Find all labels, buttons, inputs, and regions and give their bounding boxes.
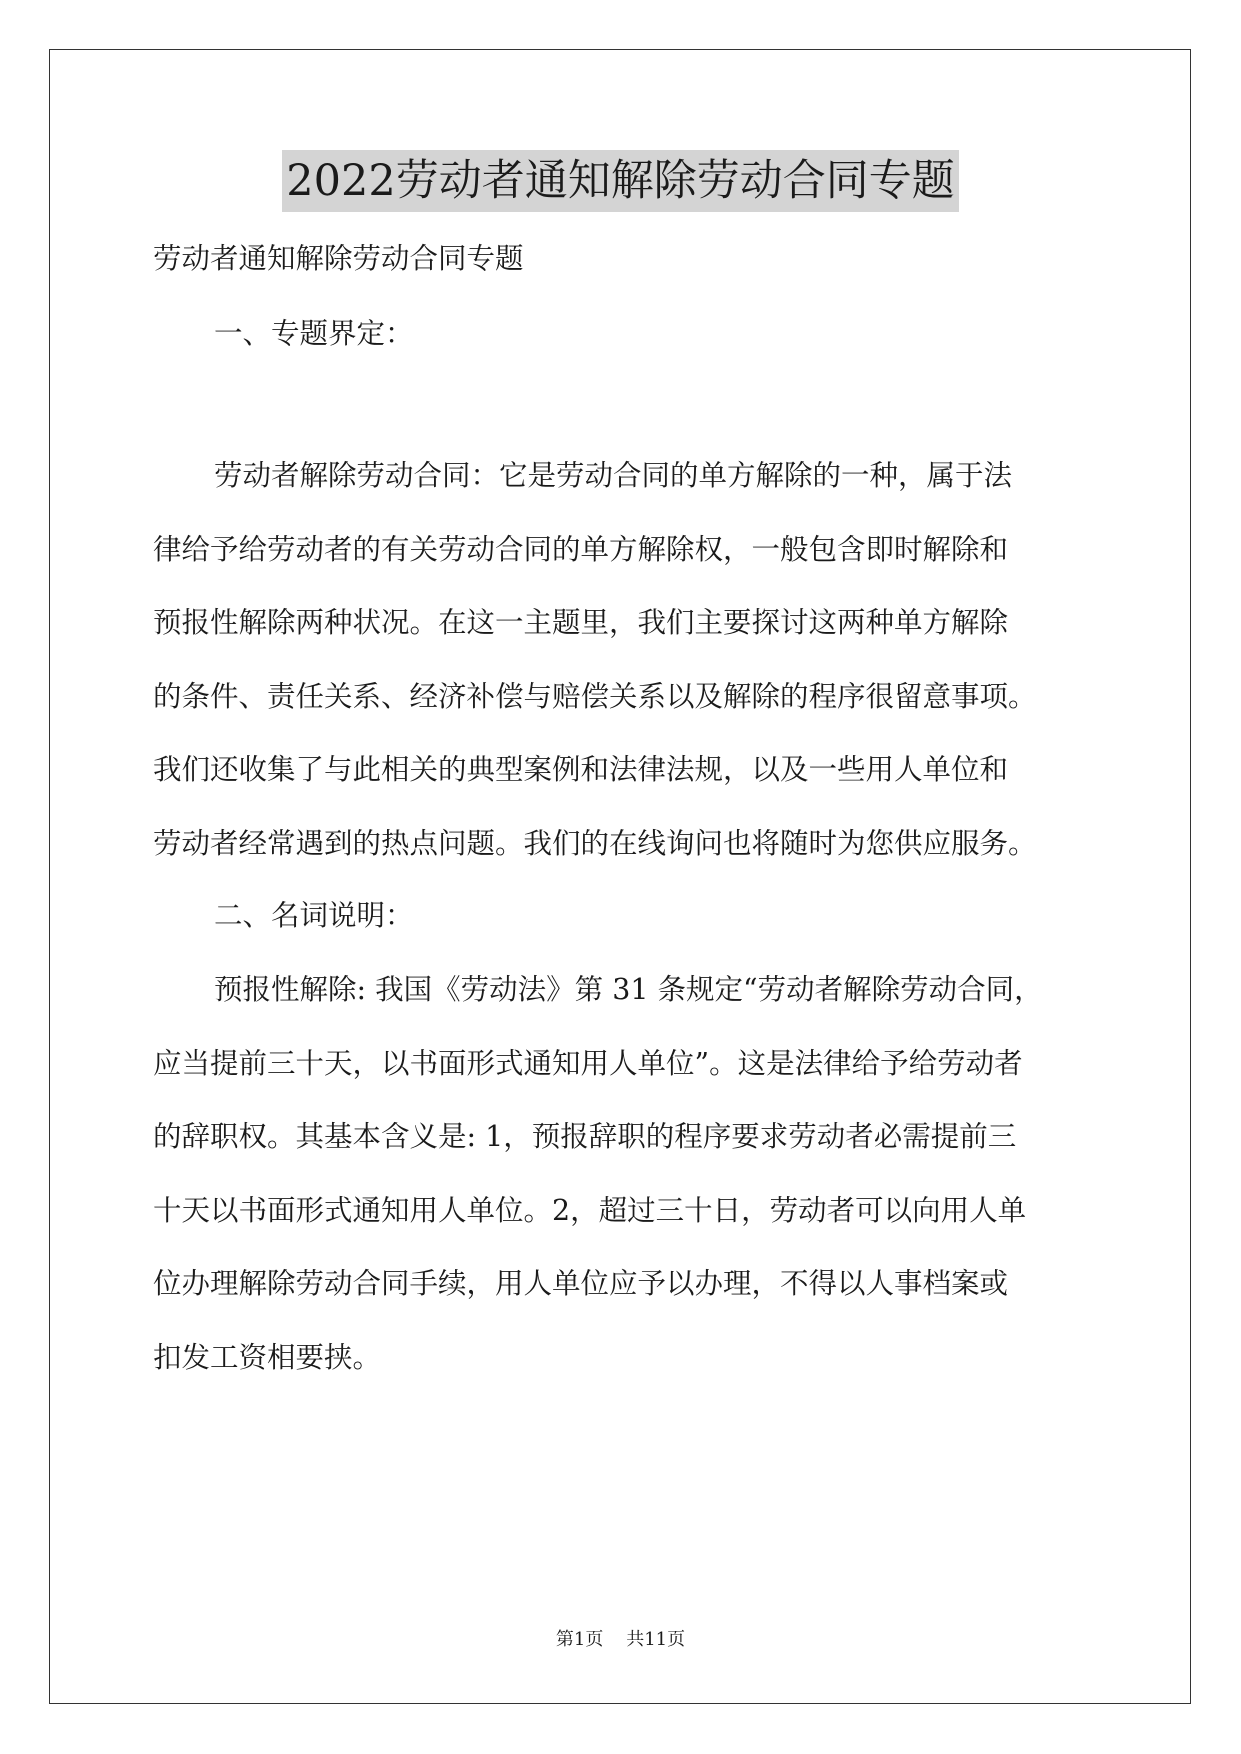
paragraph-line: 的条件、责任关系、经济补偿与赔偿关系以及解除的程序很留意事项。 bbox=[153, 680, 1037, 713]
paragraph-line: 劳动者解除劳动合同：它是劳动合同的单方解除的一种，属于法 bbox=[214, 459, 1013, 492]
paragraph-line: 律给予给劳动者的有关劳动合同的单方解除权，一般包含即时解除和 bbox=[153, 533, 1009, 566]
section-heading-2: 二、名词说明： bbox=[214, 899, 414, 932]
paragraph-line: 劳动者经常遇到的热点问题。我们的在线询问也将随时为您供应服务。 bbox=[153, 827, 1037, 860]
section-heading-1: 一、专题界定： bbox=[214, 317, 414, 350]
paragraph-line: 预报性解除: 我国《劳动法》第 31 条规定“劳动者解除劳动合同， bbox=[214, 973, 1043, 1006]
paragraph-line: 扣发工资相要挟。 bbox=[153, 1341, 382, 1374]
page-border bbox=[49, 49, 1191, 1704]
paragraph-line: 我们还收集了与此相关的典型案例和法律法规，以及一些用人单位和 bbox=[153, 753, 1009, 786]
paragraph-line: 的辞职权。其基本含义是: 1，预报辞职的程序要求劳动者必需提前三 bbox=[153, 1120, 1017, 1153]
title-container bbox=[0, 150, 1241, 212]
page-footer bbox=[0, 1627, 1241, 1653]
paragraph-line: 位办理解除劳动合同手续，用人单位应予以办理，不得以人事档案或 bbox=[153, 1267, 1009, 1300]
document-title: 2022劳动者通知解除劳动合同专题 bbox=[282, 150, 958, 212]
page-total: 共11页 bbox=[626, 1629, 686, 1650]
document-subtitle: 劳动者通知解除劳动合同专题 bbox=[153, 242, 524, 275]
paragraph-line: 应当提前三十天，以书面形式通知用人单位”。这是法律给予给劳动者 bbox=[153, 1047, 1023, 1080]
page-number: 第1页 bbox=[555, 1629, 604, 1650]
paragraph-line: 预报性解除两种状况。在这一主题里，我们主要探讨这两种单方解除 bbox=[153, 606, 1009, 639]
paragraph-line: 十天以书面形式通知用人单位。2，超过三十日，劳动者可以向用人单 bbox=[153, 1194, 1027, 1227]
